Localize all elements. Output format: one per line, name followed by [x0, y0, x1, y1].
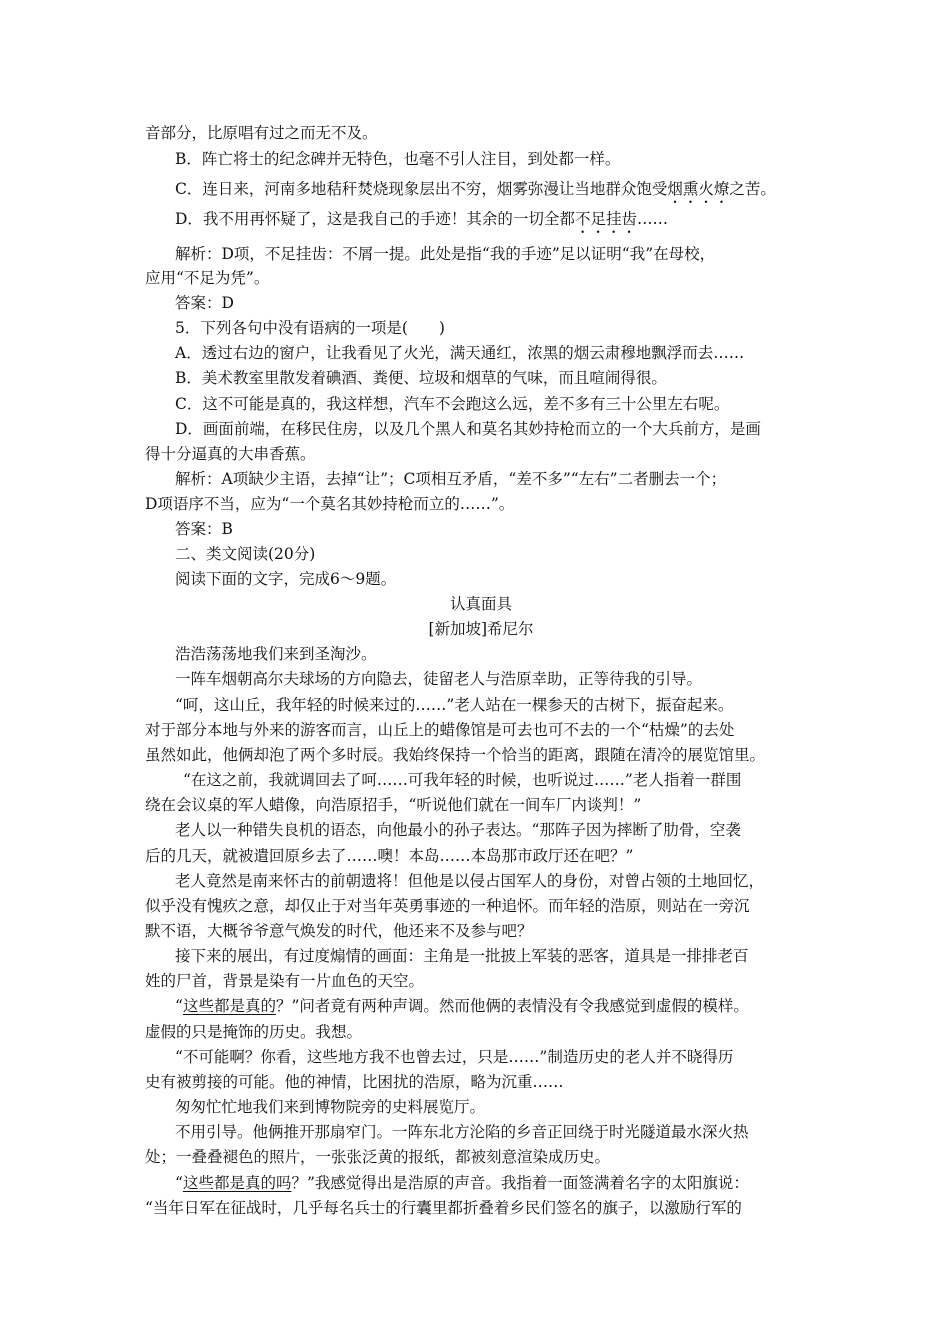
text-segment: “	[175, 997, 183, 1015]
text-line: 绕在会议桌的军人蜡像，向浩原招手，“听说他们就在一间车厂内谈判！”	[145, 796, 642, 814]
text-line: 虚假的只是掩饰的历史。我想。	[145, 1023, 363, 1041]
paragraph: 老人竟然是南来怀古的前朝遗将！但他是以侵占国军人的身份，对曾占领的土地回忆，	[175, 872, 765, 890]
paragraph	[175, 1172, 817, 1194]
text-segment: 之苦。	[729, 180, 776, 198]
text-line: 对于部分本地与外来的游客而言，山丘上的蜡像馆是可去也可不去的一个“枯燥”的去处	[145, 721, 735, 739]
text-line: 虽然如此，他俩却泡了两个多时辰。我始终保持一个恰当的距离，跟随在清冷的展览馆里。	[145, 746, 766, 764]
section-heading: 二、类文阅读(20分)	[175, 545, 316, 563]
instruction-text: 阅读下面的文字，完成6～9题。	[175, 570, 397, 588]
question-5: 5．下列各句中没有语病的一项是( )	[175, 319, 445, 337]
text-segment: ？”我感觉得出是浩原的声音。我指着一面签满着名字的太阳旗说：	[291, 1174, 749, 1192]
answer-text: 答案：D	[175, 294, 234, 312]
paragraph: “不可能啊？你看，这些地方我不也曾去过，只是……”制造历史的老人并不晓得历	[175, 1048, 734, 1066]
text-line: 姓的尸首，背景是染有一片血色的天空。	[145, 972, 425, 990]
option-c: C．这不可能是真的，我这样想，汽车不会跑这么远，差不多有三十公里左右呢。	[175, 395, 730, 413]
text-segment: D．我不用再怀疑了，这是我自己的手迹！其余的一切全都	[175, 210, 575, 228]
text-line: 史有被剪接的可能。他的神情，比困扰的浩原，略为沉重……	[145, 1073, 564, 1091]
text-segment: ？”问者竟有两种声调。然而他俩的表情没有令我感觉到虚假的模样。	[275, 997, 749, 1015]
option-b: B．阵亡将士的纪念碑并无特色，也毫不引人注目，到处都一样。	[175, 150, 621, 168]
option-a: A．透过右边的窗户，让我看见了火光，满天通红，浓黑的烟云肃穆地飘浮而去……	[175, 344, 745, 362]
paragraph: 接下来的展出，有过度煽情的画面：主角是一批披上军装的恶客，道具是一排排老百	[175, 947, 749, 965]
text-line: “当年日军在征战时，几乎每名兵士的行囊里都折叠着乡民们签名的旗子，以激励行军的	[145, 1199, 742, 1217]
article-title: 认真面具	[449, 595, 512, 613]
option-c	[175, 178, 817, 207]
text-line: 处；一叠叠褪色的照片，一张张泛黄的报纸，都被刻意渲染成历史。	[145, 1148, 611, 1166]
text-segment: C．连日来，河南多地秸秆焚烧现象层出不穷，烟雾弥漫让当地群众饱受	[175, 180, 668, 198]
option-d	[175, 208, 817, 237]
paragraph	[175, 995, 817, 1017]
analysis-text: 解析：D项，不足挂齿：不屑一提。此处是指“我的手迹”足以证明“我”在母校，	[175, 245, 716, 263]
text-segment: ……	[636, 210, 668, 228]
paragraph: “在这之前，我就调回去了呵……可我年轻的时候，也听说过……”老人指着一群围	[183, 771, 742, 789]
text-segment: “	[175, 1174, 183, 1192]
analysis-text: 解析：A项缺少主语，去掉“让”；C项相互矛盾，“差不多”“左右”二者删去一个；	[175, 470, 727, 488]
text-line: 得十分逼真的大串香蕉。	[145, 445, 316, 463]
text-line: 默不语，大概爷爷意气焕发的时代，他还来不及参与吧？	[145, 922, 533, 940]
underlined-phrase: 这些都是真的吗	[182, 1174, 292, 1192]
answer-text: 答案：B	[175, 520, 233, 538]
emphasized-phrase: 不足挂齿	[574, 210, 637, 228]
paragraph: 老人以一种错失良机的语态，向他最小的孙子表达。“那阵子因为摔断了肋骨，空袭	[175, 821, 741, 839]
paragraph: 匆匆忙忙地我们来到博物院旁的史料展览厅。	[175, 1098, 486, 1116]
text-line: 应用“不足为凭”。	[145, 269, 270, 287]
text-line: 后的几天，就被遣回原乡去了……噢！本岛……本岛那市政厅还在吧？”	[145, 847, 634, 865]
paragraph: “呵，这山丘，我年轻的时候来过的……”老人站在一棵参天的古树下，振奋起来。	[175, 696, 734, 714]
emphasized-phrase: 烟熏火燎	[667, 180, 730, 198]
article-author: [新加坡]希尼尔	[428, 620, 534, 638]
option-d: D．画面前端，在移民住房，以及几个黑人和莫名其妙持枪而立的一个大兵前方，是画	[175, 420, 761, 438]
text-line: 音部分，比原唱有过之而无不及。	[145, 124, 378, 142]
paragraph: 一阵车烟朝高尔夫球场的方向隐去，徒留老人与浩原幸助，正等待我的引导。	[175, 670, 703, 688]
text-line: 似乎没有愧疚之意，却仅止于对当年英勇事迹的一种追怀。而年轻的浩原，则站在一旁沉	[145, 897, 750, 915]
paragraph: 不用引导。他俩推开那扇窄门。一阵东北方沦陷的乡音正回绕于时光隧道最水深火热	[175, 1123, 749, 1141]
text-line: D项语序不当，应为“一个莫名其妙持枪而立的……”。	[145, 495, 515, 513]
paragraph: 浩浩荡荡地我们来到圣淘沙。	[175, 645, 377, 663]
option-b: B．美术教室里散发着碘酒、粪便、垃圾和烟草的气味，而且喧闹得很。	[175, 369, 667, 387]
underlined-phrase: 这些都是真的	[182, 997, 276, 1015]
